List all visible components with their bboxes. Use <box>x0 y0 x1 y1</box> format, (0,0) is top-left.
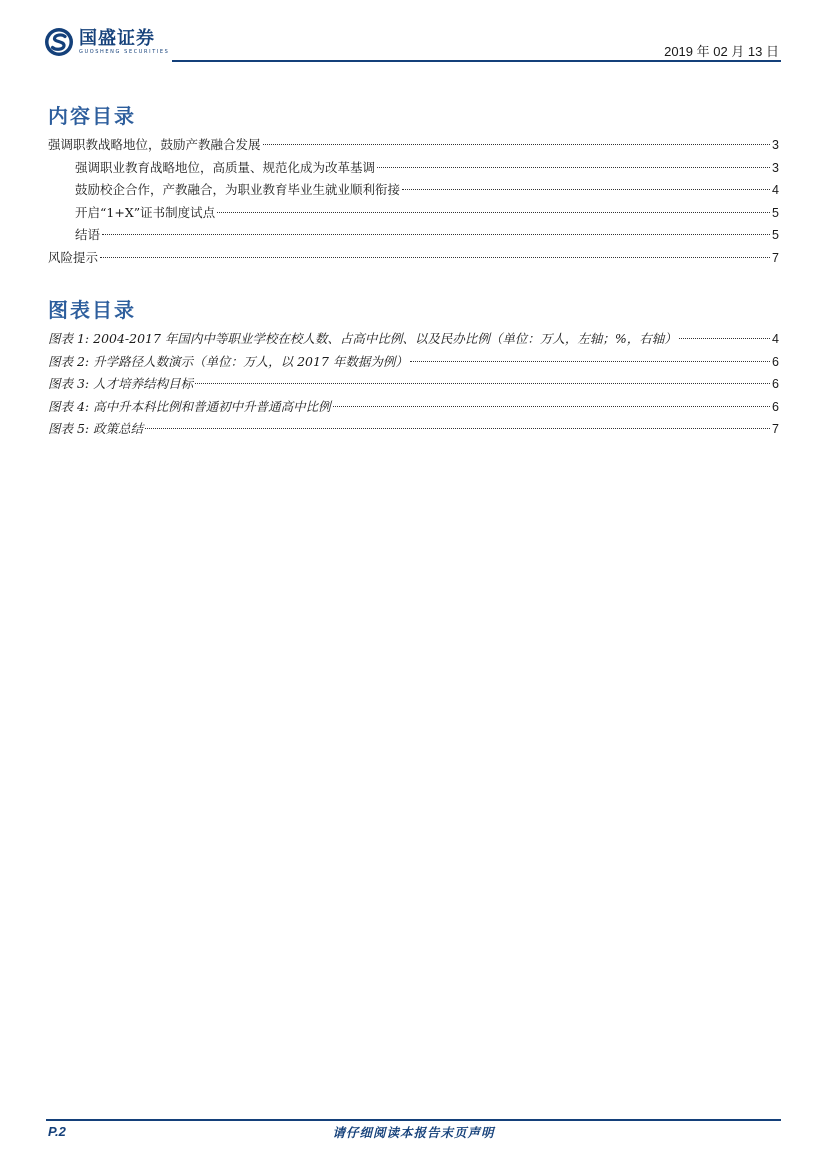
contents-title: 内容目录 <box>48 104 136 128</box>
brand-logo <box>44 27 169 57</box>
figure-entry-page-number: 6 <box>772 354 779 369</box>
figure-entry[interactable] <box>48 418 779 441</box>
figure-entry[interactable] <box>48 373 779 396</box>
brand-name-cn: 国盛证券 <box>79 28 155 49</box>
guosheng-logo-icon <box>44 27 74 57</box>
toc-entry-title: 强调职教战略地位，鼓励产教融合发展 <box>48 137 261 152</box>
contents-list <box>48 134 779 269</box>
brand-name-en: GUOSHENG SECURITIES <box>79 49 170 55</box>
disclaimer-note: 请仔细阅读本报告末页声明 <box>332 1125 495 1140</box>
toc-entry-page-number: 5 <box>772 205 779 220</box>
figure-entry[interactable] <box>48 328 779 351</box>
dot-leader <box>377 167 770 168</box>
toc-entry[interactable] <box>48 224 779 247</box>
figure-entry[interactable] <box>48 396 779 419</box>
figure-entry-title: 图表 2: 升学路径人数演示（单位：万人，以 2017 年数据为例） <box>48 353 408 369</box>
figure-entry-page-number: 7 <box>772 422 779 436</box>
toc-entry-title: 风险提示 <box>48 249 99 265</box>
dot-leader <box>679 338 770 339</box>
toc-entry[interactable] <box>48 157 779 180</box>
dot-leader <box>410 361 770 362</box>
toc-entry-page-number: 7 <box>772 250 779 265</box>
toc-entry-page-number: 3 <box>772 138 779 152</box>
figures-list <box>48 328 779 441</box>
toc-entry[interactable] <box>48 134 779 157</box>
toc-entry-page-number: 3 <box>772 160 779 175</box>
figure-entry-page-number: 6 <box>772 399 779 414</box>
figure-entry-title: 图表 5: 政策总结 <box>48 421 144 436</box>
figure-entry-title: 图表 1: 2004-2017 年国内中等职业学校在校人数、占高中比例、以及民办比例（单位：万人，左轴；%，右轴） <box>48 331 677 346</box>
figure-entry-title: 图表 4: 高中升本科比例和普通初中升普通高中比例 <box>48 398 331 414</box>
figures-title: 图表目录 <box>48 298 136 322</box>
toc-entry-page-number: 5 <box>772 228 779 242</box>
toc-entry-title: 开启“1+X”证书制度试点 <box>75 204 216 220</box>
dot-leader <box>263 144 771 145</box>
toc-entry-page-number: 4 <box>772 183 779 197</box>
dot-leader <box>102 234 770 235</box>
toc-entry-title: 结语 <box>75 227 101 242</box>
toc-entry-title: 鼓励校企合作，产教融合，为职业教育毕业生就业顺利衔接 <box>75 182 401 197</box>
toc-entry[interactable] <box>48 247 779 270</box>
header-divider <box>172 60 781 62</box>
dot-leader <box>145 428 770 429</box>
toc-entry[interactable] <box>48 202 779 225</box>
figure-entry-title: 图表 3: 人才培养结构目标 <box>48 376 194 391</box>
dot-leader <box>333 406 770 407</box>
toc-entry-title: 强调职业教育战略地位，高质量、规范化成为改革基调 <box>75 159 376 175</box>
figure-entry[interactable] <box>48 351 779 374</box>
footer-divider <box>46 1119 781 1121</box>
dot-leader <box>100 257 770 258</box>
figure-entry-page-number: 6 <box>772 377 779 391</box>
toc-entry[interactable] <box>48 179 779 202</box>
dot-leader <box>402 189 770 190</box>
page-number: P.2 <box>48 1124 66 1139</box>
report-date: 2019 年 02 月 13 日 <box>664 44 779 59</box>
dot-leader <box>195 383 770 384</box>
dot-leader <box>217 212 770 213</box>
figure-entry-page-number: 4 <box>772 332 779 346</box>
